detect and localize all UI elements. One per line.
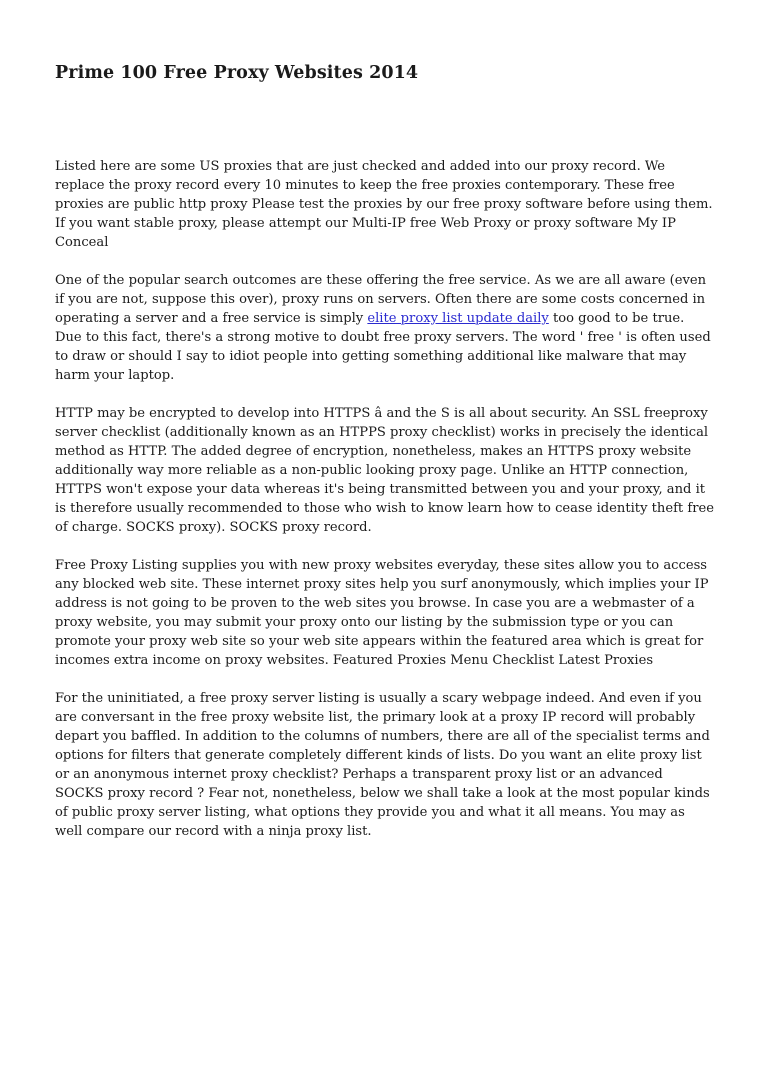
paragraph-2 [55,271,715,385]
paragraph-2-before-link: One of the popular search outcomes are these offering the free service. As we are all aware (even if you are not, suppose this over), proxy runs on servers. Often there are some costs concerned in operating a server and a free service is simply [55,273,707,326]
page-title: Prime 100 Free Proxy Websites 2014 [55,63,419,83]
document-body [55,157,715,841]
paragraph-1: Listed here are some US proxies that are just checked and added into our proxy record. We replace the proxy record every 10 minutes to keep the free proxies contemporary. These free proxies are public http proxy Please test the proxies by our free proxy software before using them. If you want stable proxy, please attempt our Multi-IP free Web Proxy or proxy software My IP Conceal [55,159,713,250]
elite-proxy-list-link[interactable]: elite proxy list update daily [367,311,549,326]
paragraph-5: For the uninitiated, a free proxy server listing is usually a scary webpage indeed. And even if you are conversant in the free proxy website list, the primary look at a proxy IP record will probably depart you baffled. In addition to the columns of numbers, there are all of the specialist terms and options for filters that generate completely different kinds of lists. Do you want an elite proxy list or an anonymous internet proxy checklist? Perhaps a transparent proxy list or an advanced SOCKS proxy record ? Fear not, nonetheless, below we shall take a look at the most popular kinds of public proxy server listing, what options they provide you and what it all means. You may as well compare our record with a ninja proxy list. [55,691,710,839]
paragraph-2-after-link: too good to be true. Due to this fact, there's a strong motive to doubt free proxy servers. The word ' free ' is often used to draw or should I say to idiot people into getting something additional like malware that may harm your laptop. [55,311,711,383]
paragraph-3: HTTP may be encrypted to develop into HTTPS â and the S is all about security. An SSL freeproxy server checklist (additionally known as an HTPPS proxy checklist) works in precisely the identical method as HTTP. The added degree of encryption, nonetheless, makes an HTTPS proxy website additionally way more reliable as a non-public looking proxy page. Unlike an HTTP connection, HTTPS won't expose your data whereas it's being transmitted between you and your proxy, and it is therefore usually recommended to those who wish to know learn how to cease identity theft free of charge. SOCKS proxy). SOCKS proxy record. [55,406,714,535]
paragraph-4: Free Proxy Listing supplies you with new proxy websites everyday, these sites allow you to access any blocked web site. These internet proxy sites help you surf anonymously, which implies your IP address is not going to be proven to the web sites you browse. In case you are a webmaster of a proxy website, you may submit your proxy onto our listing by the submission type or you can promote your proxy web site so your web site appears within the featured area which is great for incomes extra income on proxy websites. Featured Proxies Menu Checklist Latest Proxies [55,558,709,668]
document-page [55,60,715,860]
